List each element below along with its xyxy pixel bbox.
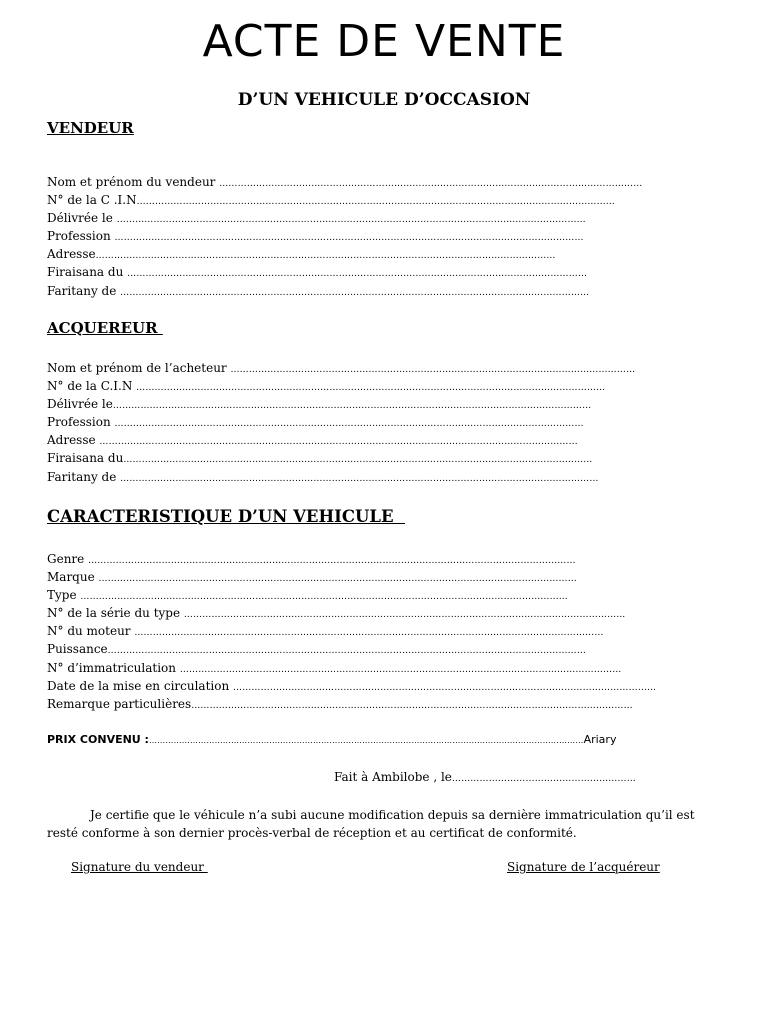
form-field[interactable] <box>47 282 707 300</box>
field-label: Type <box>47 588 81 603</box>
form-field[interactable] <box>47 245 707 263</box>
form-field[interactable] <box>47 173 707 191</box>
fill-line: ……………………………………………………………………………………………………………………………………… <box>114 233 584 244</box>
vehicule-fields <box>47 550 707 713</box>
price-unit: Ariary <box>583 733 617 746</box>
signature-acquereur: Signature de l’acquéreur <box>507 860 660 874</box>
field-label: Profession <box>47 415 115 430</box>
fill-line: ………………………………………………………………………………………………………………………………………… <box>99 437 578 448</box>
fill-line: ……………………………………………………………………………………………………………………………………… <box>116 215 586 226</box>
form-field[interactable] <box>47 468 707 486</box>
field-label: N° de la C .I.N <box>47 193 137 208</box>
form-field[interactable] <box>47 431 707 449</box>
form-field[interactable] <box>47 263 707 281</box>
form-field[interactable] <box>47 622 707 640</box>
fill-line: …………………………………………………………………………………………………………………… <box>230 365 636 375</box>
field-label: Faritany de <box>47 283 121 298</box>
field-label: N° d’immatriculation <box>47 660 180 675</box>
field-label: Délivrée le <box>47 211 117 226</box>
field-label: Profession <box>47 229 115 244</box>
fill-line: ……………………………………………………………………………………………………………………………………… <box>120 287 590 298</box>
fill-line: ………………………………………………………………………………………………………………………… <box>219 179 643 189</box>
form-field[interactable] <box>47 604 707 622</box>
fill-line: ……………………………………………………………………………………………………………………………………… <box>134 628 604 639</box>
fill-line: ………………………………………………………………………………………………………………………… <box>233 682 657 693</box>
form-field[interactable] <box>47 550 707 568</box>
form-field[interactable] <box>47 377 707 395</box>
signature-vendeur: Signature du vendeur <box>71 860 208 874</box>
fill-line: ……………………………………………………………………………………………………………………………………… <box>114 419 584 430</box>
form-field[interactable] <box>47 586 707 604</box>
field-label: Genre <box>47 552 89 566</box>
price-label: PRIX CONVENU : <box>47 733 149 746</box>
place-date-field[interactable] <box>334 770 636 784</box>
field-label: Firaisana du <box>47 451 124 466</box>
field-label: Nom et prénom du vendeur <box>47 175 220 189</box>
field-label: N° de la série du type <box>47 606 184 621</box>
field-label: Marque <box>47 570 99 585</box>
field-label: Date de la mise en circulation <box>47 678 234 693</box>
certification-text: Je certifie que le véhicule n’a subi aucune modification depuis sa dernière immatriculation qu’il est resté conforme à son dernier procès-verbal de réception et au certificat de conformité. <box>47 808 695 840</box>
fill-line: ……………………………………………………………………………………………………………………………………… <box>136 383 606 394</box>
field-label: Faritany de <box>47 469 121 484</box>
form-field[interactable] <box>47 677 707 695</box>
field-label: Remarque particulières <box>47 696 192 711</box>
form-field[interactable] <box>47 359 707 377</box>
form-field[interactable] <box>47 449 707 467</box>
vehicule-heading: CARACTERISTIQUE D’UN VEHICULE <box>47 507 406 526</box>
fill-line: ………………………………………………………………………………………………………………………………………… <box>107 646 587 657</box>
document-title: ACTE DE VENTE <box>202 16 566 67</box>
field-label: Puissance <box>47 642 108 657</box>
form-field[interactable] <box>47 191 707 209</box>
acquereur-fields <box>47 359 707 486</box>
fill-line: ……………………………………………………………………………………………………………………………………… <box>123 455 593 466</box>
price-field[interactable] <box>47 733 707 746</box>
fill-line: ………………………………………………………………………………………………………………………………………… <box>112 401 592 412</box>
form-field[interactable] <box>47 209 707 227</box>
fill-line: …………………………………………………………………………………………………………………………………… <box>95 251 556 262</box>
fill-line: …………………………………………………………………………………………………………………………………………… <box>80 592 568 603</box>
fill-line: …………………………………………………………………………………………………………………………………… <box>127 269 588 280</box>
form-field[interactable] <box>47 640 707 658</box>
place-date-label: Fait à Ambilobe , le <box>334 770 452 784</box>
field-label: Adresse <box>47 433 100 448</box>
form-field[interactable] <box>47 568 707 586</box>
field-label: N° du moteur <box>47 624 135 639</box>
fill-line: ………………………………………………………………………………………………………………………………………… <box>98 574 577 585</box>
fill-line: …………………………………………………… <box>451 774 636 784</box>
field-label: Firaisana du <box>47 265 128 280</box>
form-field[interactable] <box>47 413 707 431</box>
acquereur-heading: ACQUEREUR <box>47 319 163 337</box>
field-label: Nom et prénom de l’acheteur <box>47 361 231 375</box>
fill-line: ………………………………………………………………………………………………………………………………………… <box>136 197 615 208</box>
field-label: Adresse <box>47 247 96 262</box>
fill-line: ………………………………………………………………………………………………………………………………………… <box>120 473 599 484</box>
form-field[interactable] <box>47 395 707 413</box>
fill-line: ……………………………………………………………………………………………………………………………… <box>179 664 622 675</box>
fill-line: …………………………………………………………………………………………………………………………………………… <box>88 556 576 566</box>
fill-line: ……………………………………………………………………………………………………………………………… <box>183 610 626 621</box>
form-field[interactable] <box>47 227 707 245</box>
form-field[interactable] <box>47 695 707 713</box>
fill-line: …………………………………………………………………………………………………………………………………………… <box>148 736 584 745</box>
field-label: N° de la C.I.N <box>47 379 137 394</box>
document-subtitle: D’UN VEHICULE D’OCCASION <box>237 90 531 110</box>
form-field[interactable] <box>47 659 707 677</box>
fill-line: ……………………………………………………………………………………………………………………………… <box>191 700 633 711</box>
vendeur-heading: VENDEUR <box>47 119 134 137</box>
field-label: Délivrée le <box>47 397 113 412</box>
vendeur-fields <box>47 173 707 300</box>
